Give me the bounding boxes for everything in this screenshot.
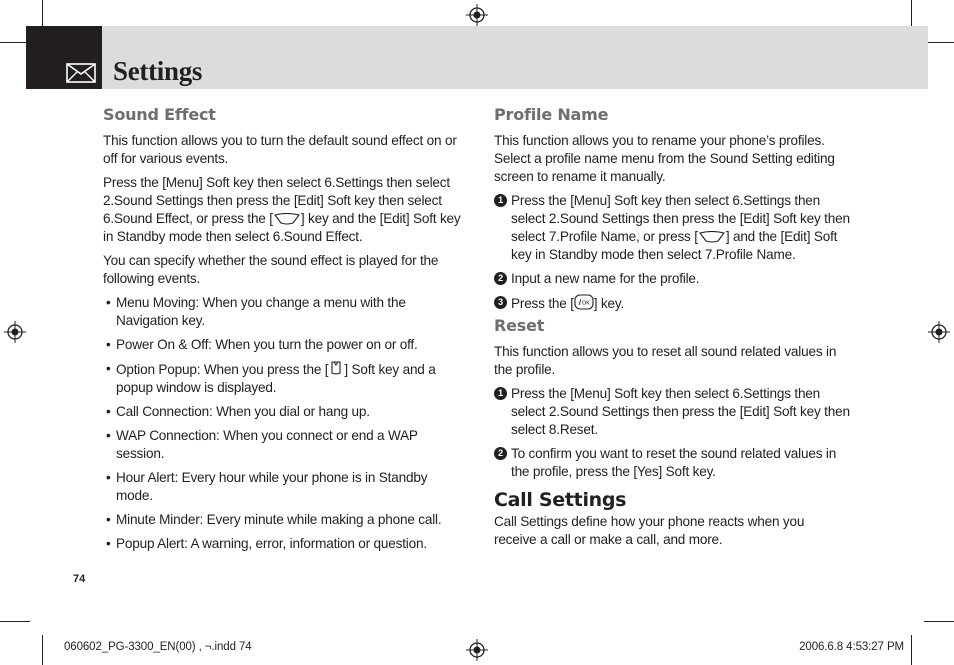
registration-mark-icon [4, 321, 26, 343]
text-fragment: Press the [Menu] Soft key then select 6.Settings then select 2.Sound Settings then press the [Edit] Soft key then select 7.Profile Name, or press [ [511, 193, 850, 244]
crop-mark [42, 635, 43, 665]
text-fragment: Press the [Menu] Soft key then select 6.Settings then select 2.Sound Settings then press the [Edit] Soft key then select 6.Sound Effect, or press the [ [103, 175, 450, 226]
list-item: • Power On & Off: When you turn the power on or off. [103, 336, 463, 354]
page-title: Settings [113, 56, 203, 86]
step-number: 1 [494, 194, 507, 207]
text-fragment: ] key. [593, 296, 625, 311]
crop-mark [911, 635, 912, 665]
list-item: • Menu Moving: When you change a menu with the Navigation key. [103, 294, 463, 330]
text-fragment: Input a new name for the profile. [511, 271, 700, 286]
ok-key-icon [574, 294, 594, 310]
section-heading-sound-effect: Sound Effect [103, 105, 216, 124]
step-number: 2 [494, 272, 507, 285]
paragraph: This function allows you to turn the default sound effect on or off for various events. [103, 133, 457, 166]
left-column [103, 106, 463, 559]
event-list [103, 294, 463, 553]
step-number: 1 [494, 387, 507, 400]
paragraph: This function allows you to rename your phone’s profiles. Select a profile name menu from the Sound Setting editing screen to rename it manually. [494, 133, 835, 184]
step-item [494, 385, 850, 439]
section-heading-call-settings: Call Settings [494, 489, 627, 511]
text-fragment: Press the [Menu] Soft key then select 6.Settings then select 2.Sound Settings then press the [Edit] Soft key then select 8.Reset. [511, 386, 850, 437]
text-fragment: Press the [ [511, 296, 574, 311]
list-item [103, 360, 463, 397]
soft-key-icon [328, 360, 344, 376]
navigation-key-icon [273, 213, 301, 225]
text-fragment: ] Soft key and a popup window is displayed. [116, 362, 436, 395]
right-column [494, 106, 850, 555]
navigation-key-icon [698, 231, 726, 243]
footer-file-info: 060602_PG-3300_EN(00) , ¬.indd 74 [64, 641, 252, 653]
crop-mark [924, 621, 954, 622]
text-fragment: Option Popup: When you press the [ [116, 362, 329, 377]
registration-mark-icon [466, 639, 488, 661]
profile-name-steps [494, 192, 850, 313]
step-item [494, 294, 850, 313]
text-fragment: ] key and the [Edit] Soft key in Standby mode then select 6.Sound Effect. [103, 211, 461, 244]
footer-timestamp: 2006.6.8 4:53:27 PM [799, 641, 904, 653]
paragraph [103, 174, 463, 246]
step-item [494, 270, 850, 288]
registration-mark-icon [466, 4, 488, 26]
paragraph: This function allows you to reset all sound related values in the profile. [494, 344, 837, 377]
text-fragment: ] and the [Edit] Soft key in Standby mode then select 7.Profile Name. [511, 229, 838, 262]
page-number: 74 [73, 573, 86, 585]
paragraph: You can specify whether the sound effect is played for the following events. [103, 253, 439, 286]
section-heading-profile-name: Profile Name [494, 105, 609, 124]
paragraph: Call Settings define how your phone reacts when you receive a call or make a call, and more. [494, 514, 805, 547]
text-fragment: To confirm you want to reset the sound related values in the profile, press the [Yes] Soft key. [511, 446, 837, 479]
svg-text:OK: OK [581, 300, 590, 307]
reset-steps [494, 385, 850, 481]
crop-mark [924, 42, 954, 43]
section-heading-reset: Reset [494, 316, 545, 335]
step-item [494, 192, 850, 264]
envelope-icon [66, 63, 96, 83]
list-item: • Popup Alert: A warning, error, information or question. [103, 535, 463, 553]
step-item [494, 445, 850, 481]
step-number: 2 [494, 447, 507, 460]
registration-mark-icon [928, 321, 950, 343]
list-item: • Hour Alert: Every hour while your phone is in Standby mode. [103, 469, 463, 505]
list-item: • Call Connection: When you dial or hang up. [103, 403, 463, 421]
list-item: • WAP Connection: When you connect or end a WAP session. [103, 427, 463, 463]
list-item: • Minute Minder: Every minute while making a phone call. [103, 511, 463, 529]
step-number: 3 [494, 296, 507, 309]
crop-mark [0, 621, 30, 622]
